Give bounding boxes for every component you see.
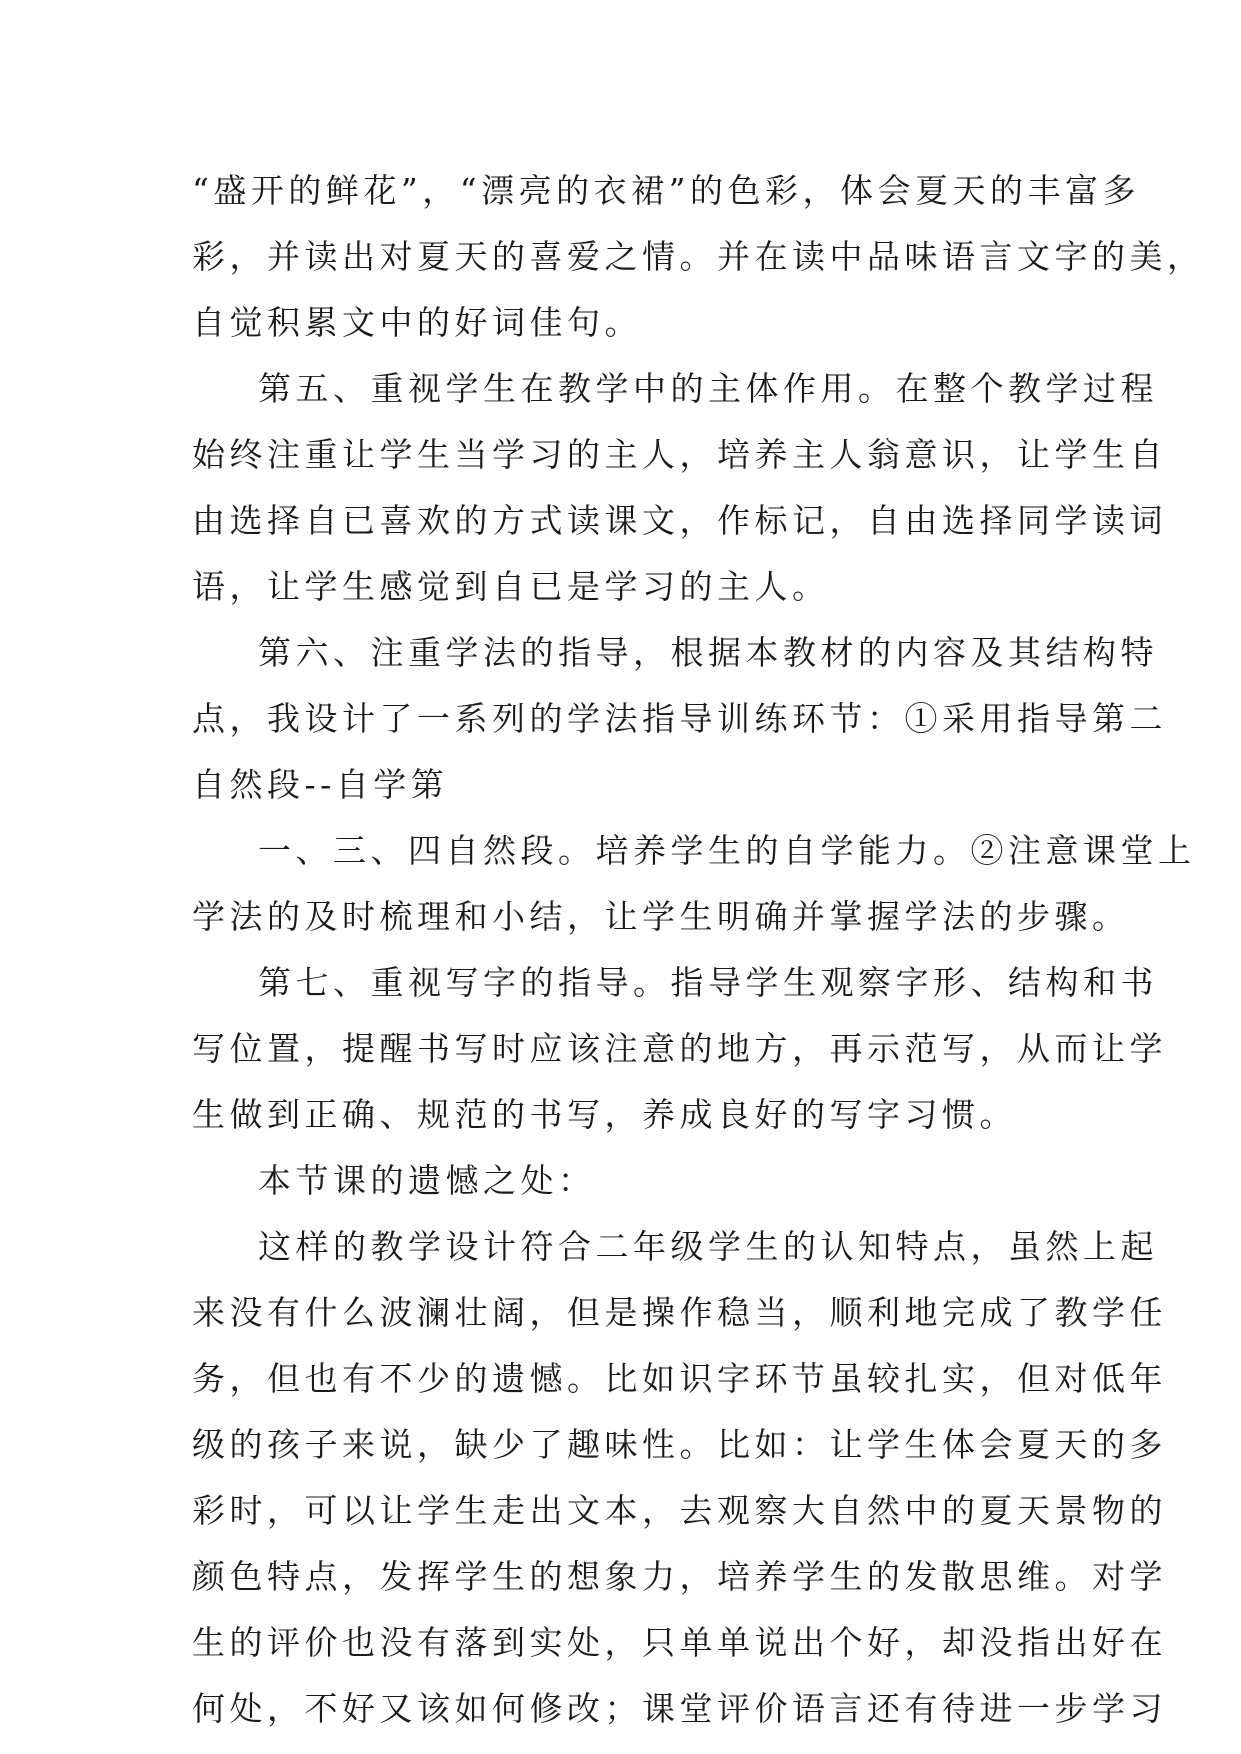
text-line: 级的孩子来说，缺少了趣味性。比如：让学生体会夏天的多 xyxy=(192,1425,1167,1464)
text-line: “盛开的鲜花”，“漂亮的衣裙”的色彩，体会夏天的丰富多 xyxy=(192,171,1140,210)
text-line: 何处，不好又该如何修改；课堂评价语言还有待进一步学习 xyxy=(192,1689,1167,1728)
text-line: 彩时，可以让学生走出文本，去观察大自然中的夏天景物的 xyxy=(192,1491,1167,1530)
text-line: 第七、重视写字的指导。指导学生观察字形、结构和书 xyxy=(258,963,1158,1002)
text-line: 由选择自已喜欢的方式读课文，作标记，自由选择同学读词 xyxy=(192,501,1167,540)
text-line: 这样的教学设计符合二年级学生的认知特点，虽然上起 xyxy=(258,1227,1158,1266)
document-body xyxy=(192,158,1205,1742)
text-line: 颜色特点，发挥学生的想象力，培养学生的发散思维。对学 xyxy=(192,1557,1167,1596)
text-line: 生做到正确、规范的书写，养成良好的写字习惯。 xyxy=(192,1095,1017,1134)
text-line: 来没有什么波澜壮阔，但是操作稳当，顺利地完成了教学任 xyxy=(192,1293,1167,1332)
text-line: 始终注重让学生当学习的主人，培养主人翁意识，让学生自 xyxy=(192,435,1167,474)
text-line: 点，我设计了一系列的学法指导训练环节：①采用指导第二 xyxy=(192,699,1167,738)
text-line: 语，让学生感觉到自已是学习的主人。 xyxy=(192,567,830,606)
text-line: 自觉积累文中的好词佳句。 xyxy=(192,303,642,342)
text-line: 第五、重视学生在教学中的主体作用。在整个教学过程 xyxy=(258,369,1158,408)
text-line: 彩，并读出对夏天的喜爱之情。并在读中品味语言文字的美， xyxy=(192,237,1205,276)
text-line: 务，但也有不少的遗憾。比如识字环节虽较扎实，但对低年 xyxy=(192,1359,1167,1398)
text-line: 学法的及时梳理和小结，让学生明确并掌握学法的步骤。 xyxy=(192,897,1130,936)
text-line: 生的评价也没有落到实处，只单单说出个好，却没指出好在 xyxy=(192,1623,1167,1662)
text-line: 第六、注重学法的指导，根据本教材的内容及其结构特 xyxy=(258,633,1158,672)
text-line: 一、三、四自然段。培养学生的自学能力。②注意课堂上 xyxy=(258,831,1196,870)
text-line: 写位置，提醒书写时应该注意的地方，再示范写，从而让学 xyxy=(192,1029,1167,1068)
text-line: 本节课的遗憾之处： xyxy=(258,1161,596,1200)
text-line: 自然段--自学第 xyxy=(192,765,449,804)
